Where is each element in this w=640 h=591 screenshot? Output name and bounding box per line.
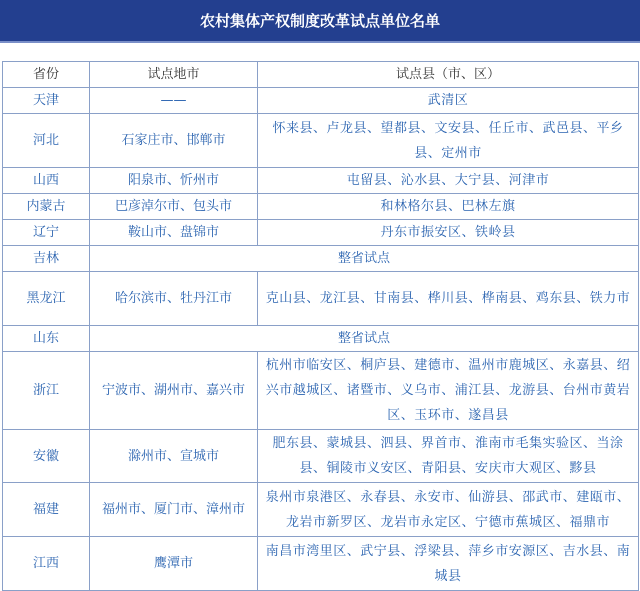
pilot-units-table <box>2 61 639 591</box>
province-cell: 黑龙江 <box>3 272 90 326</box>
table-row <box>3 352 639 430</box>
province-cell: 浙江 <box>3 352 90 430</box>
header-province: 省份 <box>3 62 90 88</box>
province-cell: 安徽 <box>3 430 90 483</box>
counties-cell: 泉州市泉港区、永春县、永安市、仙游县、邵武市、建瓯市、龙岩市新罗区、龙岩市永定区、宁德市蕉城区、福鼎市 <box>258 483 639 537</box>
table-row <box>3 194 639 220</box>
table-row <box>3 430 639 483</box>
table-row <box>3 272 639 326</box>
counties-cell: 屯留县、沁水县、大宁县、河津市 <box>258 168 639 194</box>
counties-cell: 肥东县、蒙城县、泗县、界首市、淮南市毛集实验区、当涂县、铜陵市义安区、青阳县、安庆市大观区、黟县 <box>258 430 639 483</box>
table-row <box>3 168 639 194</box>
cities-cell: 宁波市、湖州市、嘉兴市 <box>90 352 258 430</box>
table-title: 农村集体产权制度改革试点单位名单 <box>0 0 640 43</box>
cities-cell: 巴彦淖尔市、包头市 <box>90 194 258 220</box>
counties-cell: 杭州市临安区、桐庐县、建德市、温州市鹿城区、永嘉县、绍兴市越城区、诸暨市、义乌市、浦江县、龙游县、台州市黄岩区、玉环市、遂昌县 <box>258 352 639 430</box>
header-row <box>3 62 639 88</box>
table-row <box>3 483 639 537</box>
header-counties: 试点县（市、区） <box>258 62 639 88</box>
header-cities: 试点地市 <box>90 62 258 88</box>
cities-cell: —— <box>90 88 258 114</box>
cities-cell: 鞍山市、盘锦市 <box>90 220 258 246</box>
cities-cell: 阳泉市、忻州市 <box>90 168 258 194</box>
counties-cell: 武清区 <box>258 88 639 114</box>
province-cell: 吉林 <box>3 246 90 272</box>
cities-cell: 鹰潭市 <box>90 537 258 591</box>
province-cell: 福建 <box>3 483 90 537</box>
table-row <box>3 246 639 272</box>
counties-cell: 南昌市湾里区、武宁县、浮梁县、萍乡市安源区、吉水县、南城县 <box>258 537 639 591</box>
counties-cell: 怀来县、卢龙县、望都县、文安县、任丘市、武邑县、平乡县、定州市 <box>258 114 639 168</box>
province-cell: 天津 <box>3 88 90 114</box>
province-cell: 河北 <box>3 114 90 168</box>
counties-cell: 和林格尔县、巴林左旗 <box>258 194 639 220</box>
table-row <box>3 114 639 168</box>
counties-cell: 克山县、龙江县、甘南县、桦川县、桦南县、鸡东县、铁力市 <box>258 272 639 326</box>
whole-province-pilot-cell: 整省试点 <box>90 326 639 352</box>
province-cell: 江西 <box>3 537 90 591</box>
whole-province-pilot-cell: 整省试点 <box>90 246 639 272</box>
cities-cell: 滁州市、宣城市 <box>90 430 258 483</box>
cities-cell: 石家庄市、邯郸市 <box>90 114 258 168</box>
province-cell: 山西 <box>3 168 90 194</box>
table-row <box>3 88 639 114</box>
cities-cell: 福州市、厦门市、漳州市 <box>90 483 258 537</box>
table-row <box>3 537 639 591</box>
province-cell: 山东 <box>3 326 90 352</box>
province-cell: 辽宁 <box>3 220 90 246</box>
table-row <box>3 220 639 246</box>
table-row <box>3 326 639 352</box>
province-cell: 内蒙古 <box>3 194 90 220</box>
counties-cell: 丹东市振安区、铁岭县 <box>258 220 639 246</box>
cities-cell: 哈尔滨市、牡丹江市 <box>90 272 258 326</box>
